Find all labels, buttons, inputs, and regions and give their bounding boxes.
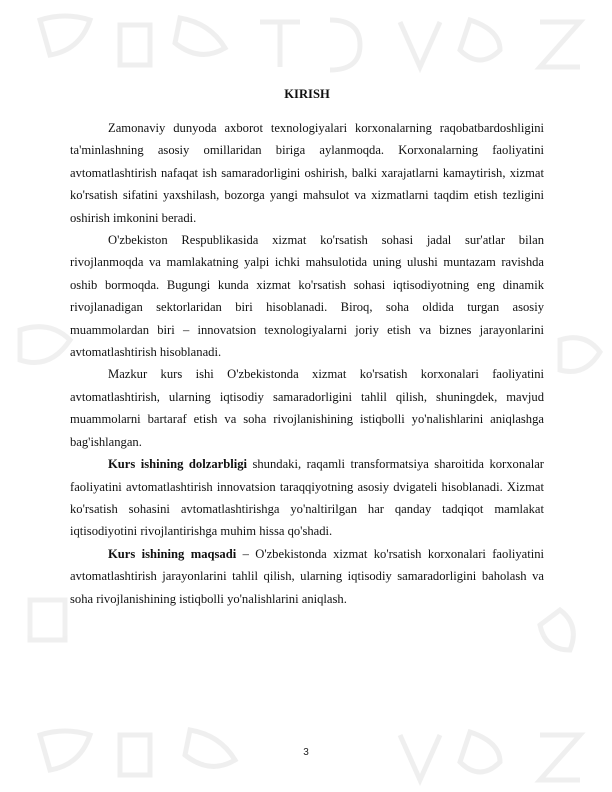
paragraph-text: – O'zbekistonda xizmat ko'rsatish korxonalari faoliyatini avtomatlashtirish jarayonlarini tahlil qilish, ularning iqtisodiy samaradorligini baholash va soha rivojlanishining istiqbolli yo'nalishlarini aniqlash. xyxy=(70,546,544,606)
paragraph-uzbekistan-services xyxy=(70,229,544,363)
page-title: KIRISH xyxy=(284,87,330,101)
paragraph-text: Mazkur kurs ishi O'zbekistonda xizmat ko'rsatish korxonalari faoliyatini avtomatlashtirish, ularning iqtisodiy samaradorligini tahlil qilish, shuningdek, mavjud muammolarni bartaraf etish va soha rivojlanishining istiqbolli yo'nalishlarini aniqlashga bag'ishlangan. xyxy=(70,367,544,449)
paragraph-goal xyxy=(70,543,544,610)
paragraph-lead-relevance: Kurs ishining dolzarbligi xyxy=(108,457,248,472)
paragraph-text: Zamonaviy dunyoda axborot texnologiyalari korxonalarning raqobatbardoshligini ta'minlashning asosiy omillaridan biriga aylanmoqda. Korxonalarning faoliyatini avtomatlashtirish nafaqat ish samaradorligini oshirish, balki xarajatlarni kamaytirish, xizmat ko'rsatish sifatini yaxshilash, bozorga yangi mahsulot va xizmatlarni taqdim etish tezligini oshirish imkonini beradi. xyxy=(70,121,544,225)
paragraph-text: O'zbekiston Respublikasida xizmat ko'rsatish sohasi jadal sur'atlar bilan rivojlanmoqda va mamlakatning yalpi ichki mahsulotida uning ulushi muntazam ravishda oshib bormoqda. Bugungi kunda xizmat ko'rsatish sohasi iqtisodiyotning eng dinamik rivojlanadigan sektorlaridan biri hisoblanadi. Biroq, soha oldida turgan asosiy muammolardan biri – innovatsion texnologiyalarni joriy etish va biznes jarayonlarini avtomatlashtirish hisoblanadi. xyxy=(70,233,544,360)
paragraph-text: shundaki, raqamli transformatsiya sharoitida korxonalar faoliyatini avtomatlashtirish innovatsion taraqqiyotning asosiy dvigateli hisoblanadi. Xizmat ko'rsatish sohasini avtomatlashtirishga yo'naltirilgan har qanday tadqiqot mamlakat iqtisodiyotini rivojlantirishga muhim hissa qo'shadi. xyxy=(70,457,544,539)
page-number: 3 xyxy=(303,747,309,758)
paragraph-course-topic xyxy=(70,363,544,453)
document-page xyxy=(70,84,544,610)
paragraph-lead-goal: Kurs ishining maqsadi xyxy=(108,546,237,561)
paragraph-relevance xyxy=(70,453,544,543)
paragraph-intro xyxy=(70,117,544,229)
